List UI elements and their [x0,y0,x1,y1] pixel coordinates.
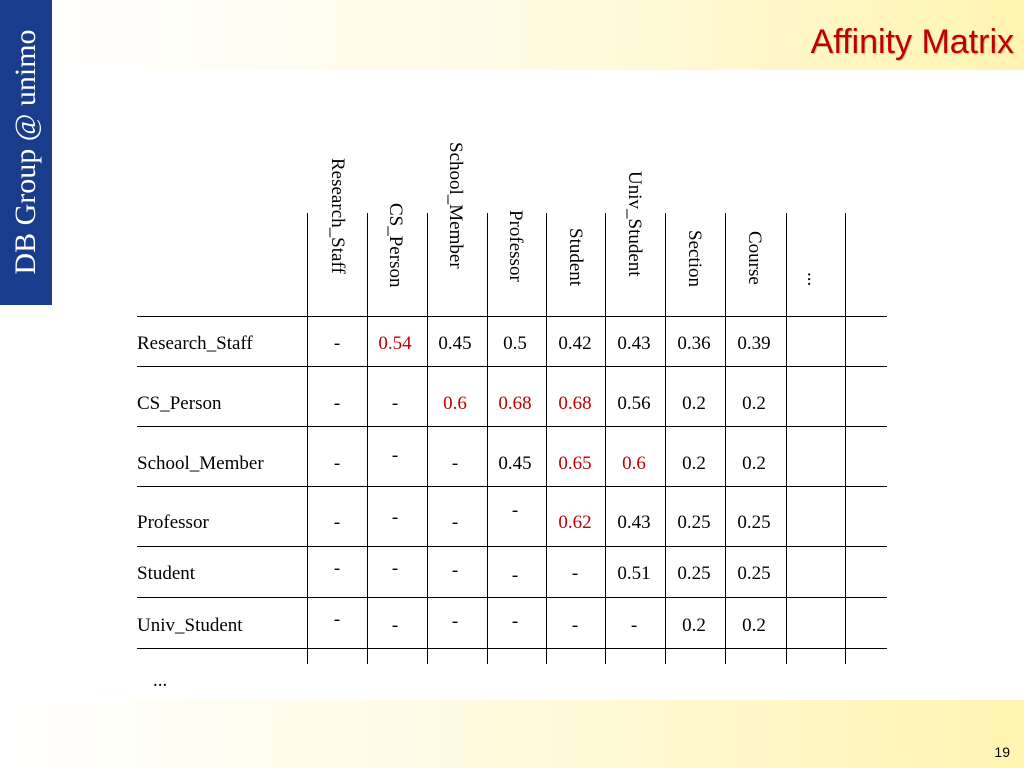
row-label: CS_Person [137,393,222,414]
matrix-cell: 0.2 [682,615,706,636]
matrix-cell: - [333,393,341,414]
matrix-cell: 0.68 [558,393,592,414]
slide-title: Affinity Matrix [810,23,1014,61]
row-label: School_Member [137,453,264,474]
matrix-cell: - [333,453,341,474]
matrix-cell: 0.68 [498,393,532,414]
row-label: Univ_Student [137,615,243,636]
column-header: CS_Person [385,203,406,288]
matrix-cell: - [571,563,579,584]
sidebar-label: DB Group @ unimo [9,29,42,275]
matrix-cell: 0.5 [503,333,527,354]
column-header: School_Member [445,142,466,269]
matrix-cell: 0.65 [558,453,592,474]
matrix-cell: - [511,565,519,586]
column-header: Student [565,228,586,287]
matrix-cell: - [391,615,399,636]
matrix-cell: - [571,615,579,636]
matrix-cell: 0.39 [737,333,771,354]
sidebar-band [0,0,52,305]
footer-band [0,700,1024,768]
matrix-cell: - [451,453,459,474]
matrix-cell: 0.62 [558,512,592,533]
matrix-cell: - [511,500,519,521]
matrix-cell: 0.25 [737,512,771,533]
matrix-cell: 0.2 [742,615,766,636]
row-divider [137,597,887,598]
more-rows-ellipsis: ... [153,670,168,691]
matrix-cell: - [333,333,341,354]
matrix-cell: 0.2 [682,453,706,474]
matrix-cell: - [391,558,399,579]
matrix-cell: - [511,611,519,632]
column-header: Section [684,230,705,287]
row-label: Student [137,563,196,584]
matrix-cell: - [391,445,399,466]
matrix-cell: - [391,393,399,414]
matrix-cell: - [391,507,399,528]
matrix-cell: 0.51 [617,563,651,584]
matrix-cell: 0.56 [617,393,651,414]
matrix-cell: - [451,512,459,533]
page-number: 19 [994,744,1010,760]
matrix-cell: - [333,558,341,579]
matrix-cell: - [333,609,341,630]
row-label: Research_Staff [137,333,253,354]
matrix-cell: 0.43 [617,512,651,533]
matrix-cell: - [630,615,638,636]
row-divider [137,426,887,427]
matrix-cell: 0.43 [617,333,651,354]
matrix-cell: 0.25 [677,563,711,584]
matrix-cell: 0.6 [622,453,646,474]
column-header: Professor [505,210,526,282]
column-header: Course [744,231,765,285]
matrix-cell: 0.25 [737,563,771,584]
column-header: Research_Staff [327,158,348,274]
matrix-cell: 0.2 [682,393,706,414]
row-divider [137,648,887,649]
matrix-cell: - [333,512,341,533]
row-divider [137,486,887,487]
column-header: Univ_Student [624,171,645,277]
matrix-cell: 0.42 [558,333,592,354]
matrix-cell: 0.45 [498,453,532,474]
matrix-cell: 0.2 [742,453,766,474]
matrix-cell: 0.2 [742,393,766,414]
matrix-cell: 0.45 [438,333,472,354]
matrix-cell: 0.36 [677,333,711,354]
matrix-cell: 0.54 [378,333,412,354]
row-divider [137,546,887,547]
matrix-cell: - [451,611,459,632]
row-divider [137,366,887,367]
matrix-cell: - [451,560,459,581]
matrix-cell: 0.25 [677,512,711,533]
column-header: ... [803,272,824,287]
row-divider [137,316,887,317]
matrix-cell: 0.6 [443,393,467,414]
row-label: Professor [137,512,209,533]
